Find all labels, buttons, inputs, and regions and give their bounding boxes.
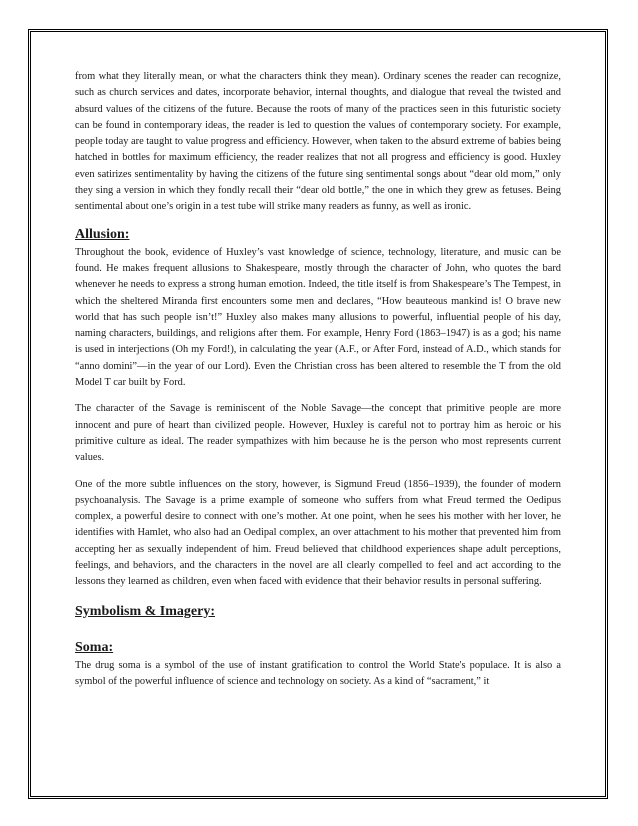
paragraph-allusion-1: Throughout the book, evidence of Huxley’s vast knowledge of science, technology, literature, and music can be found. He makes frequent allusions to Shakespeare, mostly through the character of John, who quotes the bard whenever he needs to express a strong human emotion. Indeed, the title itself is from Shakespeare’s The Tempest, in which the sheltered Miranda first encounters some men and declares, “How beauteous mankind is! O brave new world that has such people isn’t!” Huxley also makes many allusions to powerful, influential people of his day, naming characters, buildings, and religions after them. For example, Henry Ford (1863–1947) is as a god; his name is used in interjections (Oh my Ford!), in calculating the year (A.F., or After Ford, instead of A.D., which stands for “anno domini”—in the year of our Lord). Even the Christian cross has been altered to resemble the T from the old Model T car built by Ford. — [75, 246, 561, 389]
paragraph-intro: from what they literally mean, or what the characters think they mean). Ordinary scenes the reader can recognize, such as church services and dates, incorporate behavior, internal thoughts, and dialogue that reveal the twisted and absurd values of the citizens of the future. Because the roots of many of the practices seen in this futuristic society can be found in contemporary ideas, the reader is led to question the values of contemporary society. For example, people today are taught to value progress and efficiency. However, when taken to the absurd extreme of babies being hatched in bottles for maximum efficiency, the reader realizes that not all progress and efficiency is good. Huxley even satirizes sentimentality by having the citizens of the future sing sentimental songs about “dear old mom,” only they sing a version in which they fondly recall their “dear old bottle,” the one in which they grew as fetuses. Being sentimental about one’s origin in a test tube will strike many readers as funny, as well as ironic. — [75, 71, 561, 213]
paragraph-soma: The drug soma is a symbol of the use of instant gratification to control the World State's populace. It is also a symbol of the powerful influence of science and technology on society. As a kind of “sacrament,” it — [75, 659, 561, 687]
heading-allusion: Allusion: — [75, 226, 130, 242]
paragraph-allusion-3: One of the more subtle influences on the story, however, is Sigmund Freud (1856–1939), the founder of modern psychoanalysis. The Savage is a prime example of someone who suffers from what Freud termed the Oedipus complex, a powerful desire to connect with one’s mother. At one point, when he sees his mother with her lover, he identifies with Hamlet, who also had an Oedipal complex, an over attachment to his mother that prevented him from accepting her as sexually independent of him. Freud believed that childhood experiences shape adult perceptions, feelings, and behaviors, and the characters in the novel are all clearly compelled to feel and act according to the lessons they learned as children, even when faced with evidence that their behavior results in personal suffering. — [75, 478, 561, 588]
paragraph-allusion-2: The character of the Savage is reminiscent of the Noble Savage—the concept that primitive people are more innocent and pure of heart than civilized people. However, Huxley is careful not to portray him as heroic or his primitive culture as ideal. The reader sympathizes with him because he is the person who most represents current values. — [75, 403, 561, 464]
heading-soma: Soma: — [75, 639, 114, 655]
heading-symbolism: Symbolism & Imagery: — [75, 603, 215, 619]
document-body — [75, 69, 561, 690]
